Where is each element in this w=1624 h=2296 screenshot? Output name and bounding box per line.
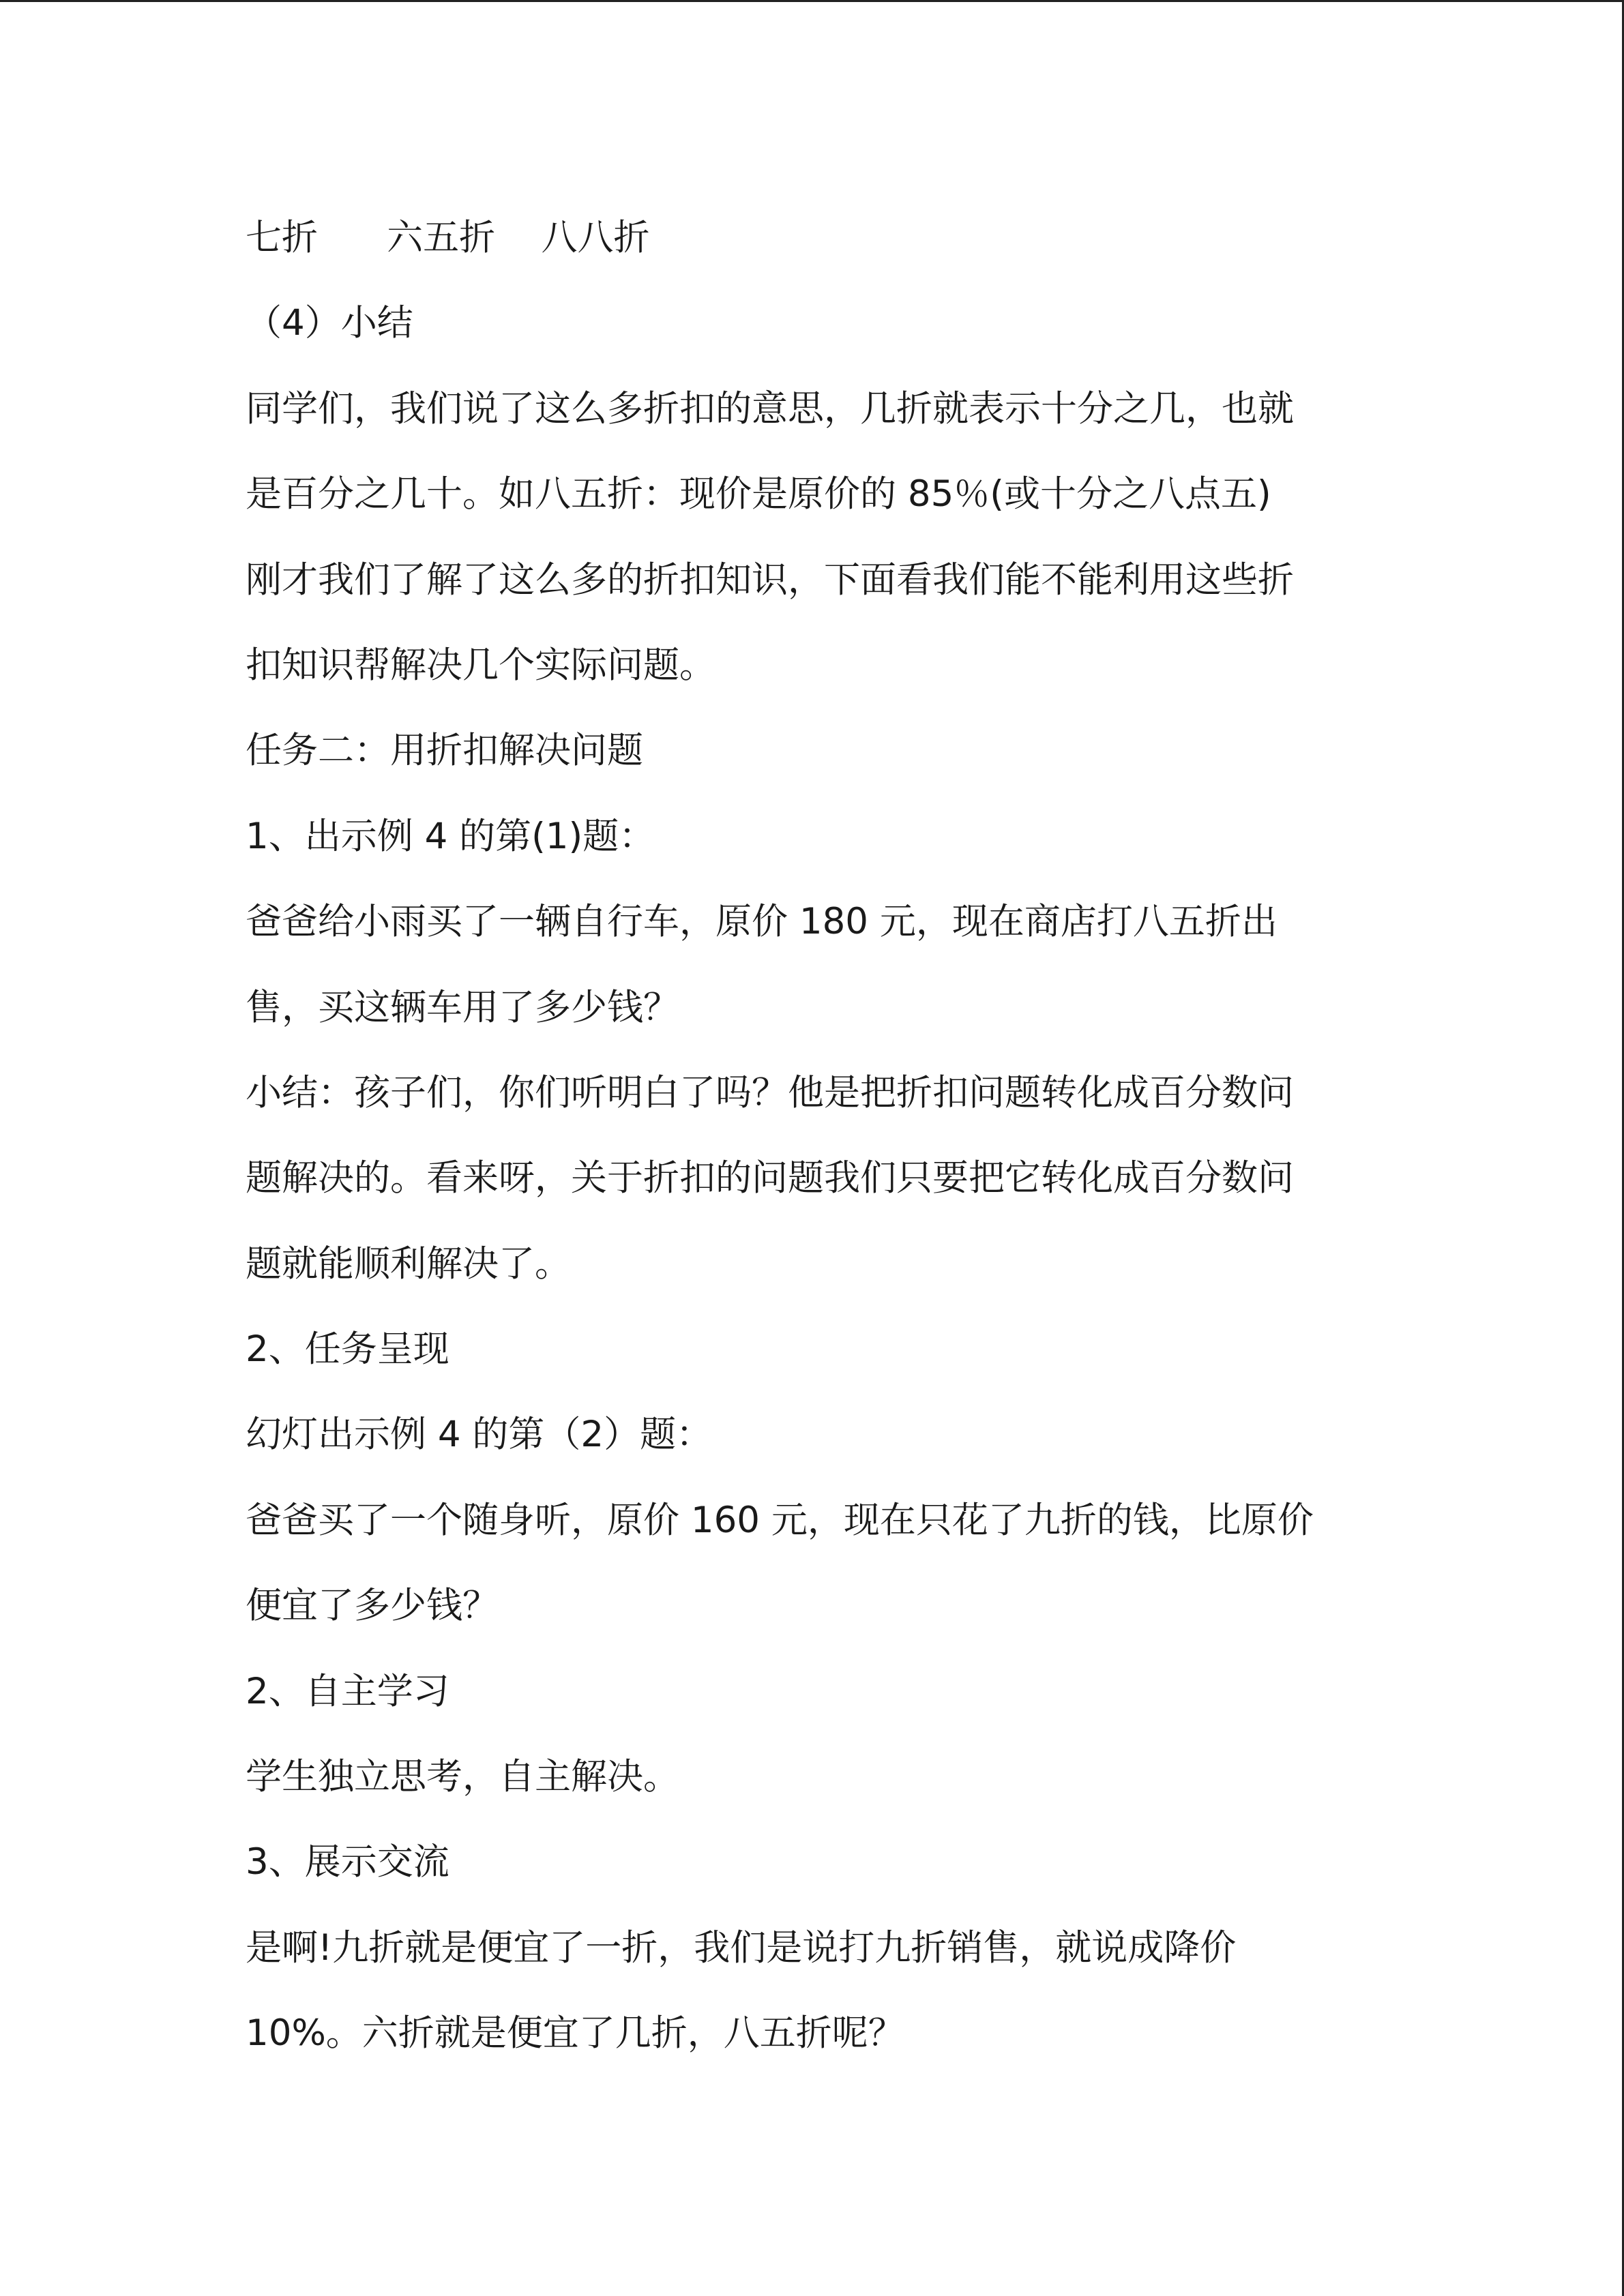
paragraph-line: 同学们，我们说了这么多折扣的意思，几折就表示十分之几，也就 — [246, 387, 1294, 430]
task-presentation-heading: 2、任务呈现 — [246, 1328, 449, 1371]
paragraph-line: 便宜了多少钱？ — [246, 1585, 499, 1627]
paragraph-line: 是百分之几十。如八五折：现价是原价的 85％(或十分之八点五) — [246, 473, 1271, 516]
paragraph-line: 题解决的。看来呀，关于折扣的问题我们只要把它转化成百分数问 — [246, 1157, 1294, 1199]
paragraph-line: 题就能顺利解决了。 — [246, 1242, 571, 1285]
paragraph-line: 扣知识帮解决几个实际问题。 — [246, 644, 715, 686]
self-study-heading: 2、自主学习 — [246, 1670, 449, 1712]
paragraph-line: 学生独立思考，自主解决。 — [246, 1756, 679, 1798]
paragraph-line: 爸爸给小雨买了一辆自行车，原价 180 元，现在商店打八五折出 — [246, 901, 1278, 943]
exchange-heading: 3、展示交流 — [246, 1841, 449, 1883]
paragraph-line: 售，买这辆车用了多少钱？ — [246, 986, 679, 1028]
paragraph-line: 爸爸买了一个随身听，原价 160 元，现在只花了九折的钱，比原价 — [246, 1499, 1314, 1541]
paragraph-line: 10%。六折就是便宜了几折，八五折呢？ — [246, 2012, 904, 2055]
document-body — [246, 195, 1378, 2076]
paragraph-line: 小结：孩子们，你们听明白了吗？他是把折扣问题转化成百分数问 — [246, 1071, 1294, 1114]
example-1-heading: 1、出示例 4 的第(1)题： — [246, 815, 655, 857]
summary-heading: （4）小结 — [246, 302, 413, 344]
paragraph-line: 刚才我们了解了这么多的折扣知识，下面看我们能不能利用这些折 — [246, 558, 1294, 601]
example-2-heading: 幻灯出示例 4 的第（2）题： — [246, 1414, 713, 1456]
task-two-heading: 任务二：用折扣解决问题 — [246, 730, 643, 772]
discount-examples-line: 七折 六五折 八八折 — [246, 217, 650, 258]
paragraph-line: 是啊!九折就是便宜了一折，我们是说打九折销售，就说成降价 — [246, 1926, 1237, 1969]
